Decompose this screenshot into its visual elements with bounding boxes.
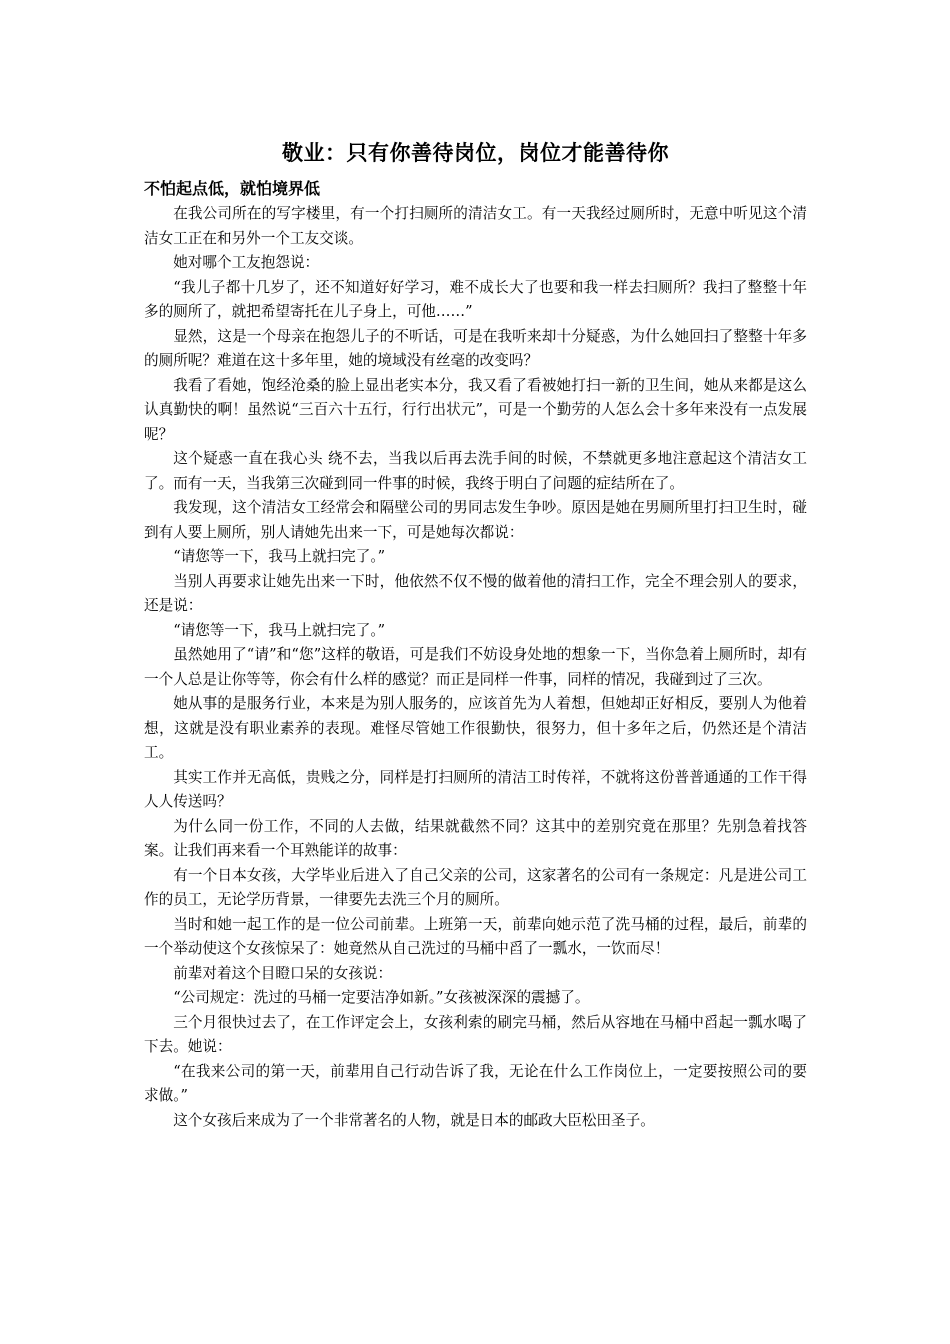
paragraph: 她对哪个工友抱怨说：	[173, 254, 320, 271]
paragraph: “我儿子都十几岁了，还不知道好好学习，难不成长大了也要和我一样去扫厕所？我扫了整整十年多的厕所了，就把希望寄托在儿子身上，可他……”	[144, 278, 807, 320]
paragraph: 当时和她一起工作的是一位公司前辈。上班第一天，前辈向她示范了洗马桶的过程，最后，前辈的一个举动使这个女孩惊呆了：她竟然从自己洗过的马桶中舀了一瓢水，一饮而尽！	[144, 915, 807, 957]
paragraph: “公司规定：洗过的马桶一定要洁净如新。”女孩被深深的震撼了。	[173, 989, 590, 1006]
paragraph: “在我来公司的第一天，前辈用自己行动告诉了我，无论在什么工作岗位上，一定要按照公司的要求做。”	[144, 1062, 807, 1104]
paragraph: 在我公司所在的写字楼里，有一个打扫厕所的清洁女工。有一天我经过厕所时，无意中听见这个清洁女工正在和另外一个工友交谈。	[144, 205, 807, 247]
article-body	[144, 202, 807, 1133]
paragraph: 她从事的是服务行业，本来是为别人服务的，应该首先为人着想，但她却正好相反，要别人为他着想，这就是没有职业素养的表现。难怪尽管她工作很勤快，很努力，但十多年之后，仍然还是个清洁工。	[144, 695, 807, 761]
paragraph: 三个月很快过去了，在工作评定会上，女孩利索的刷完马桶，然后从容地在马桶中舀起一瓢水喝了下去。她说：	[144, 1013, 807, 1055]
paragraph: 这个疑惑一直在我心头 绕不去，当我以后再去洗手间的时候，不禁就更多地注意起这个清洁女工了。而有一天，当我第三次碰到同一件事的时候，我终于明白了问题的症结所在了。	[144, 450, 807, 492]
paragraph: 我发现，这个清洁女工经常会和隔壁公司的男同志发生争吵。原因是她在男厕所里打扫卫生时，碰到有人要上厕所，别人请她先出来一下，可是她每次都说：	[144, 499, 807, 541]
paragraph: “请您等一下，我马上就扫完了。”	[173, 621, 386, 639]
paragraph: “请您等一下，我马上就扫完了。”	[173, 548, 386, 565]
paragraph: 当别人再要求让她先出来一下时，他依然不仅不慢的做着他的清扫工作，完全不理会别人的要求，还是说：	[144, 572, 807, 614]
paragraph: 我看了看她，饱经沧桑的脸上显出老实本分，我又看了看被她打扫一新的卫生间，她从来都是这么认真勤快的啊！虽然说“三百六十五行，行行出状元”，可是一个勤劳的人怎么会十多年来没有一点发展呢？	[144, 376, 807, 443]
paragraph: 有一个日本女孩，大学毕业后进入了自己父亲的公司，这家著名的公司有一条规定：凡是进公司工作的员工，无论学历背景，一律要先去洗三个月的厕所。	[144, 866, 807, 908]
paragraph: 其实工作并无高低，贵贱之分，同样是打扫厕所的清洁工时传祥，不就将这份普普通通的工作干得人人传送吗？	[144, 768, 807, 810]
paragraph: 虽然她用了“请”和“您”这样的敬语，可是我们不妨设身处地的想象一下，当你急着上厕所时，却有一个人总是让你等等，你会有什么样的感觉？而正是同样一件事，同样的情况，我碰到过了三次。	[144, 646, 807, 688]
document-title: 敬业：只有你善待岗位，岗位才能善待你	[282, 140, 669, 165]
paragraph: 前辈对着这个目瞪口呆的女孩说：	[173, 964, 393, 982]
paragraph: 为什么同一份工作，不同的人去做，结果就截然不同？这其中的差别究竟在那里？先别急着找答案。让我们再来看一个耳熟能详的故事：	[144, 817, 807, 859]
section-heading: 不怕起点低，就怕境界低	[144, 179, 321, 198]
paragraph: 显然，这是一个母亲在抱怨儿子的不听话，可是在我听来却十分疑惑，为什么她回扫了整整十年多的厕所呢？难道在这十多年里，她的境域没有丝毫的改变吗？	[144, 327, 807, 369]
paragraph: 这个女孩后来成为了一个非常著名的人物，就是日本的邮政大臣松田圣子。	[173, 1111, 655, 1129]
